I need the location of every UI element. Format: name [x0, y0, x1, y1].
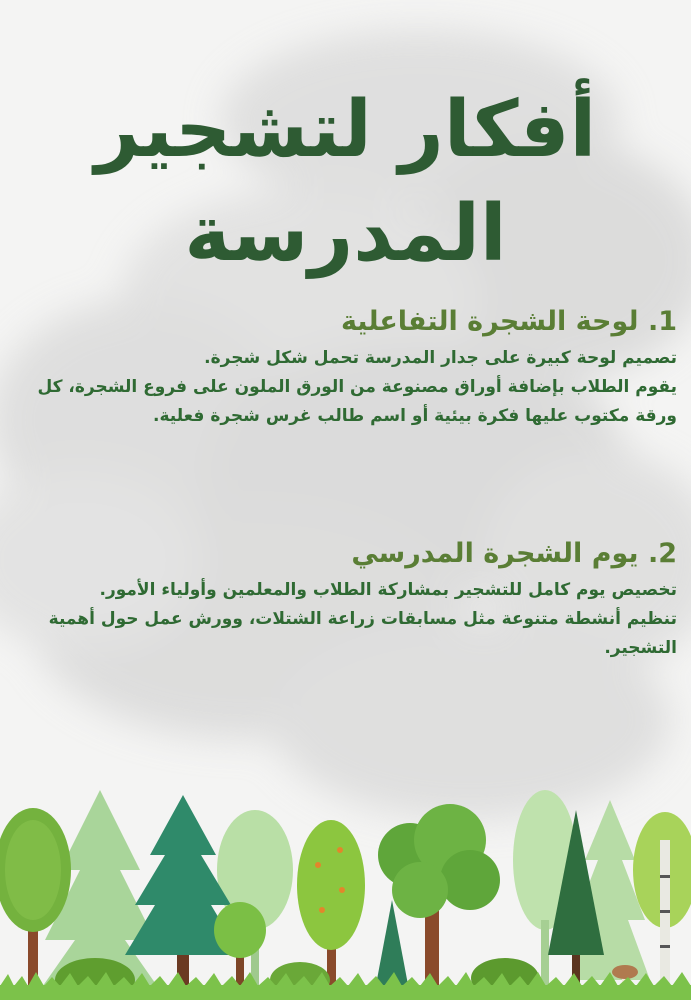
- forest-illustration: [0, 780, 691, 1000]
- section-paragraph: يقوم الطلاب بإضافة أوراق مصنوعة من الورق الملون على فروع الشجرة، كل ورقة مكتوب عليها فكرة بيئية أو اسم طالب غرس شجرة فعلية.: [37, 377, 677, 426]
- title-line-1: أفكار لتشجير: [94, 85, 597, 175]
- section-paragraph: تصميم لوحة كبيرة على جدار المدرسة تحمل شكل شجرة.: [204, 348, 677, 368]
- section-paragraph: تخصيص يوم كامل للتشجير بمشاركة الطلاب والمعلمين وأولياء الأمور.: [99, 580, 677, 600]
- section-heading: 2. يوم الشجرة المدرسي: [351, 538, 677, 569]
- section-heading: 1. لوحة الشجرة التفاعلية: [340, 306, 677, 337]
- section-paragraph: تنظيم أنشطة متنوعة مثل مسابقات زراعة الشتلات، وورش عمل حول أهمية التشجير.: [48, 609, 677, 658]
- title-line-2: المدرسة: [184, 189, 507, 279]
- section-interactive-tree-board: [12, 300, 677, 431]
- section-school-tree-day: [12, 532, 677, 663]
- light-round-tree-icon: [217, 810, 293, 990]
- page-title: [0, 78, 691, 286]
